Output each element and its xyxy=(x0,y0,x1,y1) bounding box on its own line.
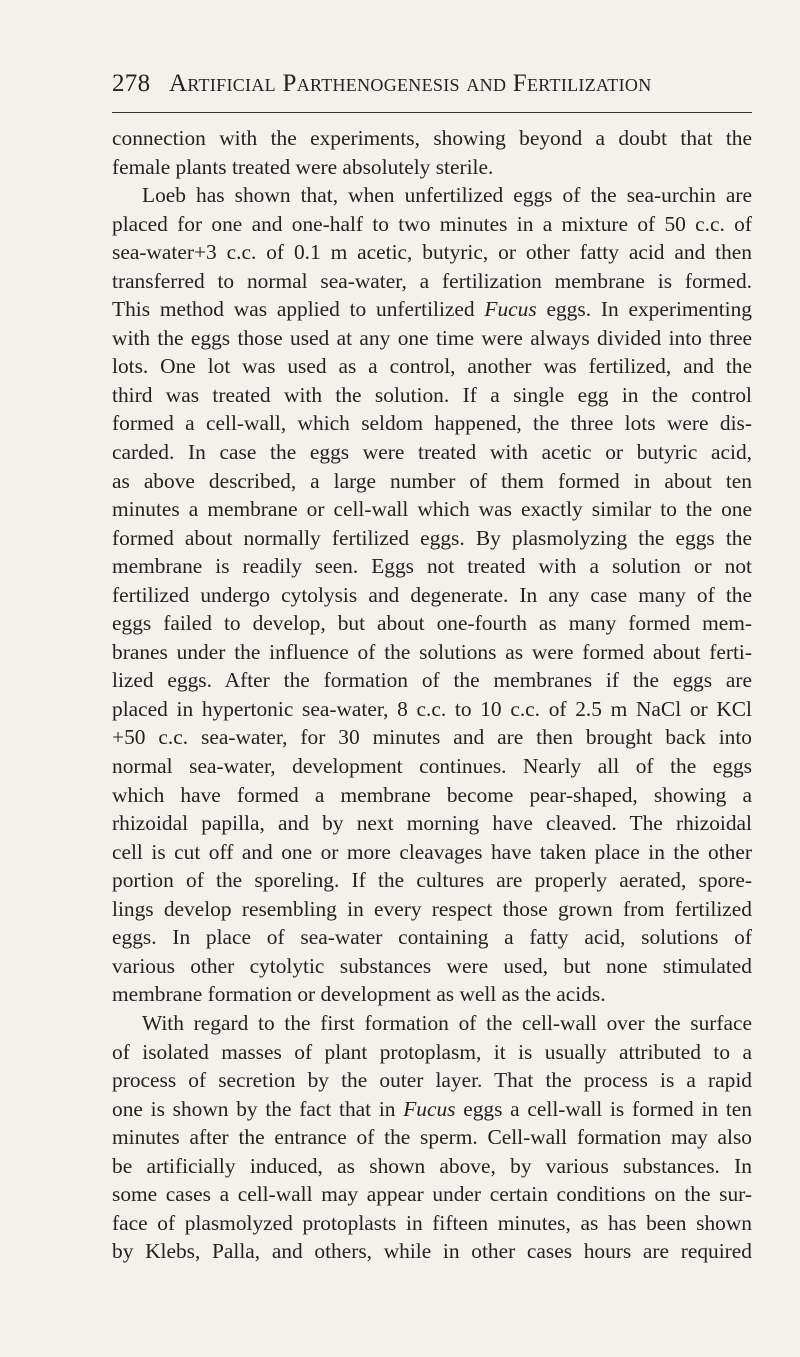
text-line: of isolated masses of plant protoplasm, it is usually attributed to a xyxy=(112,1039,752,1064)
text-line: membrane formation or development as well as the acids. xyxy=(112,982,606,1007)
text-line: cell is cut off and one or more cleavages have taken place in the other xyxy=(112,839,752,864)
running-head xyxy=(112,70,752,104)
text-line: various other cytolytic substances were used, but none stimulated xyxy=(112,953,752,978)
text-line: transferred to normal sea-water, a fertilization membrane is formed. xyxy=(112,268,752,293)
text-line: membrane is readily seen. Eggs not treated with a solution or not xyxy=(112,554,752,579)
genus-name: Fucus xyxy=(403,1096,456,1121)
text-line: carded. In case the eggs were treated with acetic or butyric acid, xyxy=(112,440,752,465)
text-line: by Klebs, Palla, and others, while in other cases hours are required xyxy=(112,1239,752,1264)
text-line: lized eggs. After the formation of the membranes if the eggs are xyxy=(112,668,752,693)
text-line: lings develop resembling in every respect those grown from fertilized xyxy=(112,896,752,921)
text-line: +50 c.c. sea-water, for 30 minutes and are then brought back into xyxy=(112,725,752,750)
text-line: as above described, a large number of them formed in about ten xyxy=(112,468,752,493)
text-line: lots. One lot was used as a control, another was fertilized, and the xyxy=(112,354,752,379)
text-line: minutes after the entrance of the sperm. Cell-wall formation may also xyxy=(112,1125,752,1150)
text-line: some cases a cell-wall may appear under certain conditions on the sur- xyxy=(112,1182,752,1207)
text-line: placed in hypertonic sea-water, 8 c.c. to 10 c.c. of 2.5 m NaCl or KCl xyxy=(112,696,752,721)
text-line: which have formed a membrane become pear-shaped, showing a xyxy=(112,782,752,807)
text-line: eggs failed to develop, but about one-fourth as many formed mem- xyxy=(112,611,752,636)
body-text xyxy=(112,124,752,1266)
text-line: eggs. In place of sea-water containing a fatty acid, solutions of xyxy=(112,925,752,950)
text-line: with the eggs those used at any one time were always divided into three xyxy=(112,325,752,350)
page-number: 278 xyxy=(112,70,151,97)
text-line: branes under the influence of the solutions as were formed about ferti- xyxy=(112,639,752,664)
text-line: fertilized undergo cytolysis and degenerate. In any case many of the xyxy=(112,582,752,607)
text-line: normal sea-water, development continues. Nearly all of the eggs xyxy=(112,754,752,779)
text-line: With regard to the first formation of the cell-wall over the surface xyxy=(142,1010,752,1035)
text-line: sea-water+3 c.c. of 0.1 m acetic, butyric, or other fatty acid and then xyxy=(112,240,752,265)
text-line: rhizoidal papilla, and by next morning have cleaved. The rhizoidal xyxy=(112,811,752,836)
header-rule xyxy=(112,112,752,113)
text-line: third was treated with the solution. If a single egg in the control xyxy=(112,382,752,407)
text-line: placed for one and one-half to two minutes in a mixture of 50 c.c. of xyxy=(112,211,752,236)
text-line: connection with the experiments, showing beyond a doubt that the xyxy=(112,126,752,150)
running-title: Artificial Parthenogenesis and Fertilization xyxy=(168,70,652,97)
text-line: Loeb has shown that, when unfertilized eggs of the sea-urchin are xyxy=(142,183,752,208)
text-line: female plants treated were absolutely sterile. xyxy=(112,154,494,179)
text-line: formed about normally fertilized eggs. By plasmolyzing the eggs the xyxy=(112,525,752,550)
text-line: This method was applied to unfertilized Fucus eggs. In experimenting xyxy=(112,297,752,322)
genus-name: Fucus xyxy=(484,297,537,322)
text-line: be artificially induced, as shown above, by various substances. In xyxy=(112,1153,752,1178)
text-line: process of secretion by the outer layer. That the process is a rapid xyxy=(112,1068,752,1093)
text-line: formed a cell-wall, which seldom happened, the three lots were dis- xyxy=(112,411,752,436)
text-line: one is shown by the fact that in Fucus eggs a cell-wall is formed in ten xyxy=(112,1096,752,1121)
text-line: minutes a membrane or cell-wall which was exactly similar to the one xyxy=(112,497,752,522)
text-line: portion of the sporeling. If the cultures are properly aerated, spore- xyxy=(112,868,752,893)
text-line: face of plasmolyzed protoplasts in fifteen minutes, as has been shown xyxy=(112,1210,752,1235)
